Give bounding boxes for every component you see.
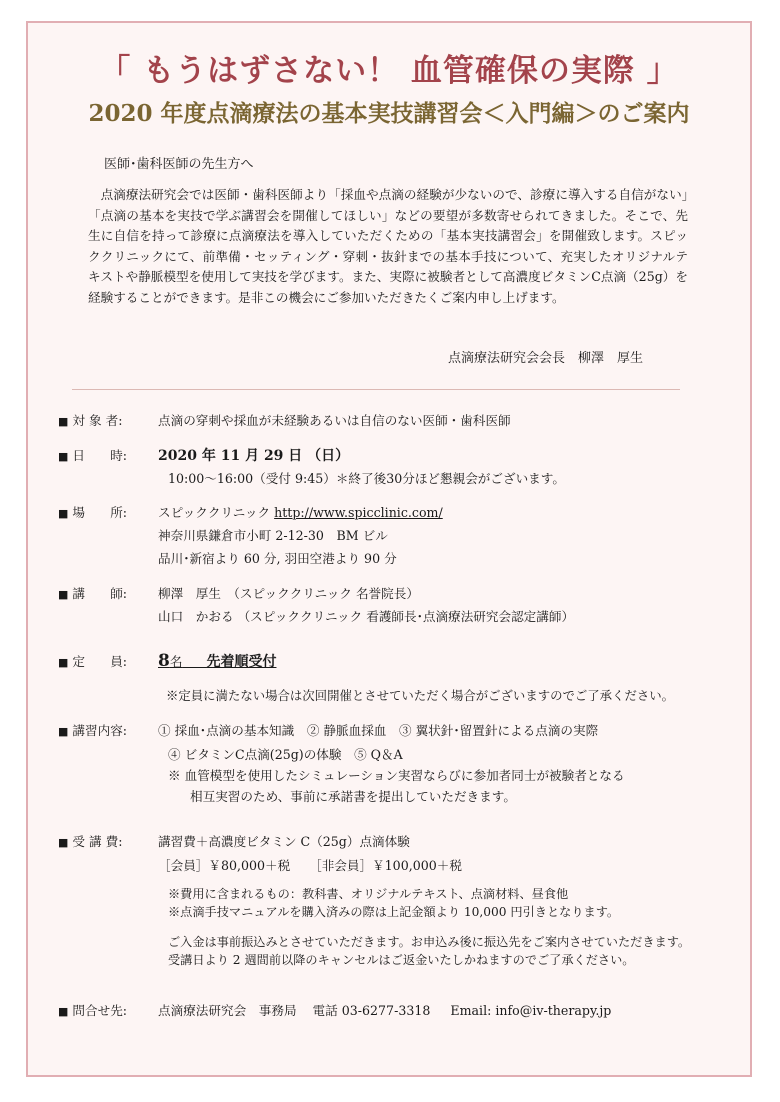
- fee-prices: ［会員］￥80,000＋税 ［非会員］￥100,000＋税: [158, 858, 462, 873]
- flyer-page: [26, 21, 752, 1077]
- capacity-label: 定 員:: [72, 654, 128, 669]
- bullet-square: ■: [58, 836, 69, 849]
- fee-note-4: 受講日より 2 週間前以降のキャンセルはご返金いたしかねますのでご了承ください。: [168, 953, 635, 967]
- salutation: 医師･歯科医師の先生方へ: [104, 157, 254, 172]
- content-label: 講習内容:: [72, 723, 128, 738]
- contact-label: 問合せ先:: [72, 1003, 128, 1018]
- bullet-square: ■: [58, 507, 69, 520]
- signature: 点滴療法研究会会長 柳澤 厚生: [448, 351, 644, 366]
- contact-phone: 電話 03-6277-3318: [312, 1003, 431, 1018]
- target-value: 点滴の穿刺や採血が未経験あるいは自信のない医師・歯科医師: [158, 413, 511, 428]
- contact-org: 点滴療法研究会 事務局: [158, 1003, 297, 1018]
- capacity-row: [58, 651, 276, 671]
- content-note-1: ※ 血管模型を使用したシミュレーション実習ならびに参加者同士が被験者となる: [168, 768, 625, 783]
- fee-note-2: ※点滴手技マニュアルを購入済みの際は上記金額より 10,000 円引きとなります。: [168, 905, 620, 919]
- capacity-note: ※定員に満たない場合は次回開催とさせていただく場合がございますのでご了承ください。: [166, 688, 675, 703]
- instructors-label: 講 師:: [72, 586, 128, 601]
- venue-name: スピッククリニック: [158, 505, 271, 520]
- venue-address: 神奈川県鎌倉市小町 2-12-30 BM ビル: [158, 528, 388, 543]
- bullet-square: ■: [58, 450, 69, 463]
- page-title: 「 もうはずさない！ 血管確保の実際 」: [99, 53, 679, 89]
- capacity-number: 8: [158, 651, 170, 671]
- fee-note-3: ご入金は事前振込みとさせていただきます。お申込み後に振込先をご案内させていただきます。: [168, 935, 691, 949]
- target-row: [58, 410, 511, 429]
- date-row: [58, 445, 349, 465]
- venue-label: 場 所:: [72, 505, 128, 520]
- content-line-2: ④ ビタミンC点滴(25g)の体験 ⑤ Q＆A: [168, 747, 403, 762]
- venue-url-link[interactable]: http://www.spicclinic.com/: [274, 505, 443, 520]
- contact-email[interactable]: Email: info@iv-therapy.jp: [450, 1003, 612, 1018]
- content-note-2: 相互実習のため、事前に承諾書を提出していただきます。: [190, 789, 516, 804]
- content-row: [58, 720, 598, 739]
- fee-row: [58, 831, 410, 850]
- contact-row: [58, 1000, 611, 1019]
- divider: [72, 389, 680, 390]
- page-subtitle: 2020 年度点滴療法の基本実技講習会＜入門編＞のご案内: [88, 100, 690, 127]
- venue-row: [58, 502, 443, 521]
- bullet-square: ■: [58, 1005, 69, 1018]
- fee-note-1: ※費用に含まれるもの：教科書、オリジナルテキスト、点滴材料、昼食他: [168, 887, 569, 901]
- instructor-2: 山口 かおる （スピッククリニック 看護師長･点滴療法研究会認定講師）: [158, 609, 575, 624]
- bullet-square: ■: [58, 725, 69, 738]
- capacity-method: 先着順受付: [206, 654, 277, 670]
- instructor-1: 柳澤 厚生 （スピッククリニック 名誉院長）: [158, 586, 419, 601]
- event-date: 2020 年 11 月 29 日 （日）: [158, 448, 350, 464]
- capacity-unit: 名: [169, 654, 183, 669]
- bullet-square: ■: [58, 415, 69, 428]
- event-time: 10:00～16:00（受付 9:45）＊終了後30分ほど懇親会がございます。: [168, 471, 565, 486]
- bullet-square: ■: [58, 656, 69, 669]
- venue-access: 品川･新宿より 60 分, 羽田空港より 90 分: [158, 551, 397, 566]
- content-line-1: ① 採血･点滴の基本知識 ② 静脈血採血 ③ 翼状針･留置針による点滴の実際: [158, 723, 599, 738]
- bullet-square: ■: [58, 588, 69, 601]
- date-label: 日 時:: [72, 448, 128, 463]
- intro-paragraph: 点滴療法研究会では医師・歯科医師より「採血や点滴の経験が少ないので、診療に導入する自信がない」「点滴の基本を実技で学ぶ講習会を開催してほしい」などの要望が多数寄せられてきました。そこで、先生に自信を持って診療に点滴療法を導入していただくための「基本実技講習会」を開催致します。スピッククリニックにて、前準備・セッティング・穿刺・抜針までの基本手技について、充実したオリジナルテキストや静脈模型を使用して実技を学びます。また、実際に被験者として高濃度ビタミンC点滴（25g）を経験することができます。是非この機会にご参加いただきたくご案内申し上げます。: [88, 187, 688, 305]
- instructors-row: [58, 583, 419, 602]
- fee-description: 講習費＋高濃度ビタミン C（25g）点滴体験: [158, 834, 410, 849]
- fee-label: 受 講 費:: [72, 834, 123, 849]
- target-label: 対 象 者:: [72, 413, 123, 428]
